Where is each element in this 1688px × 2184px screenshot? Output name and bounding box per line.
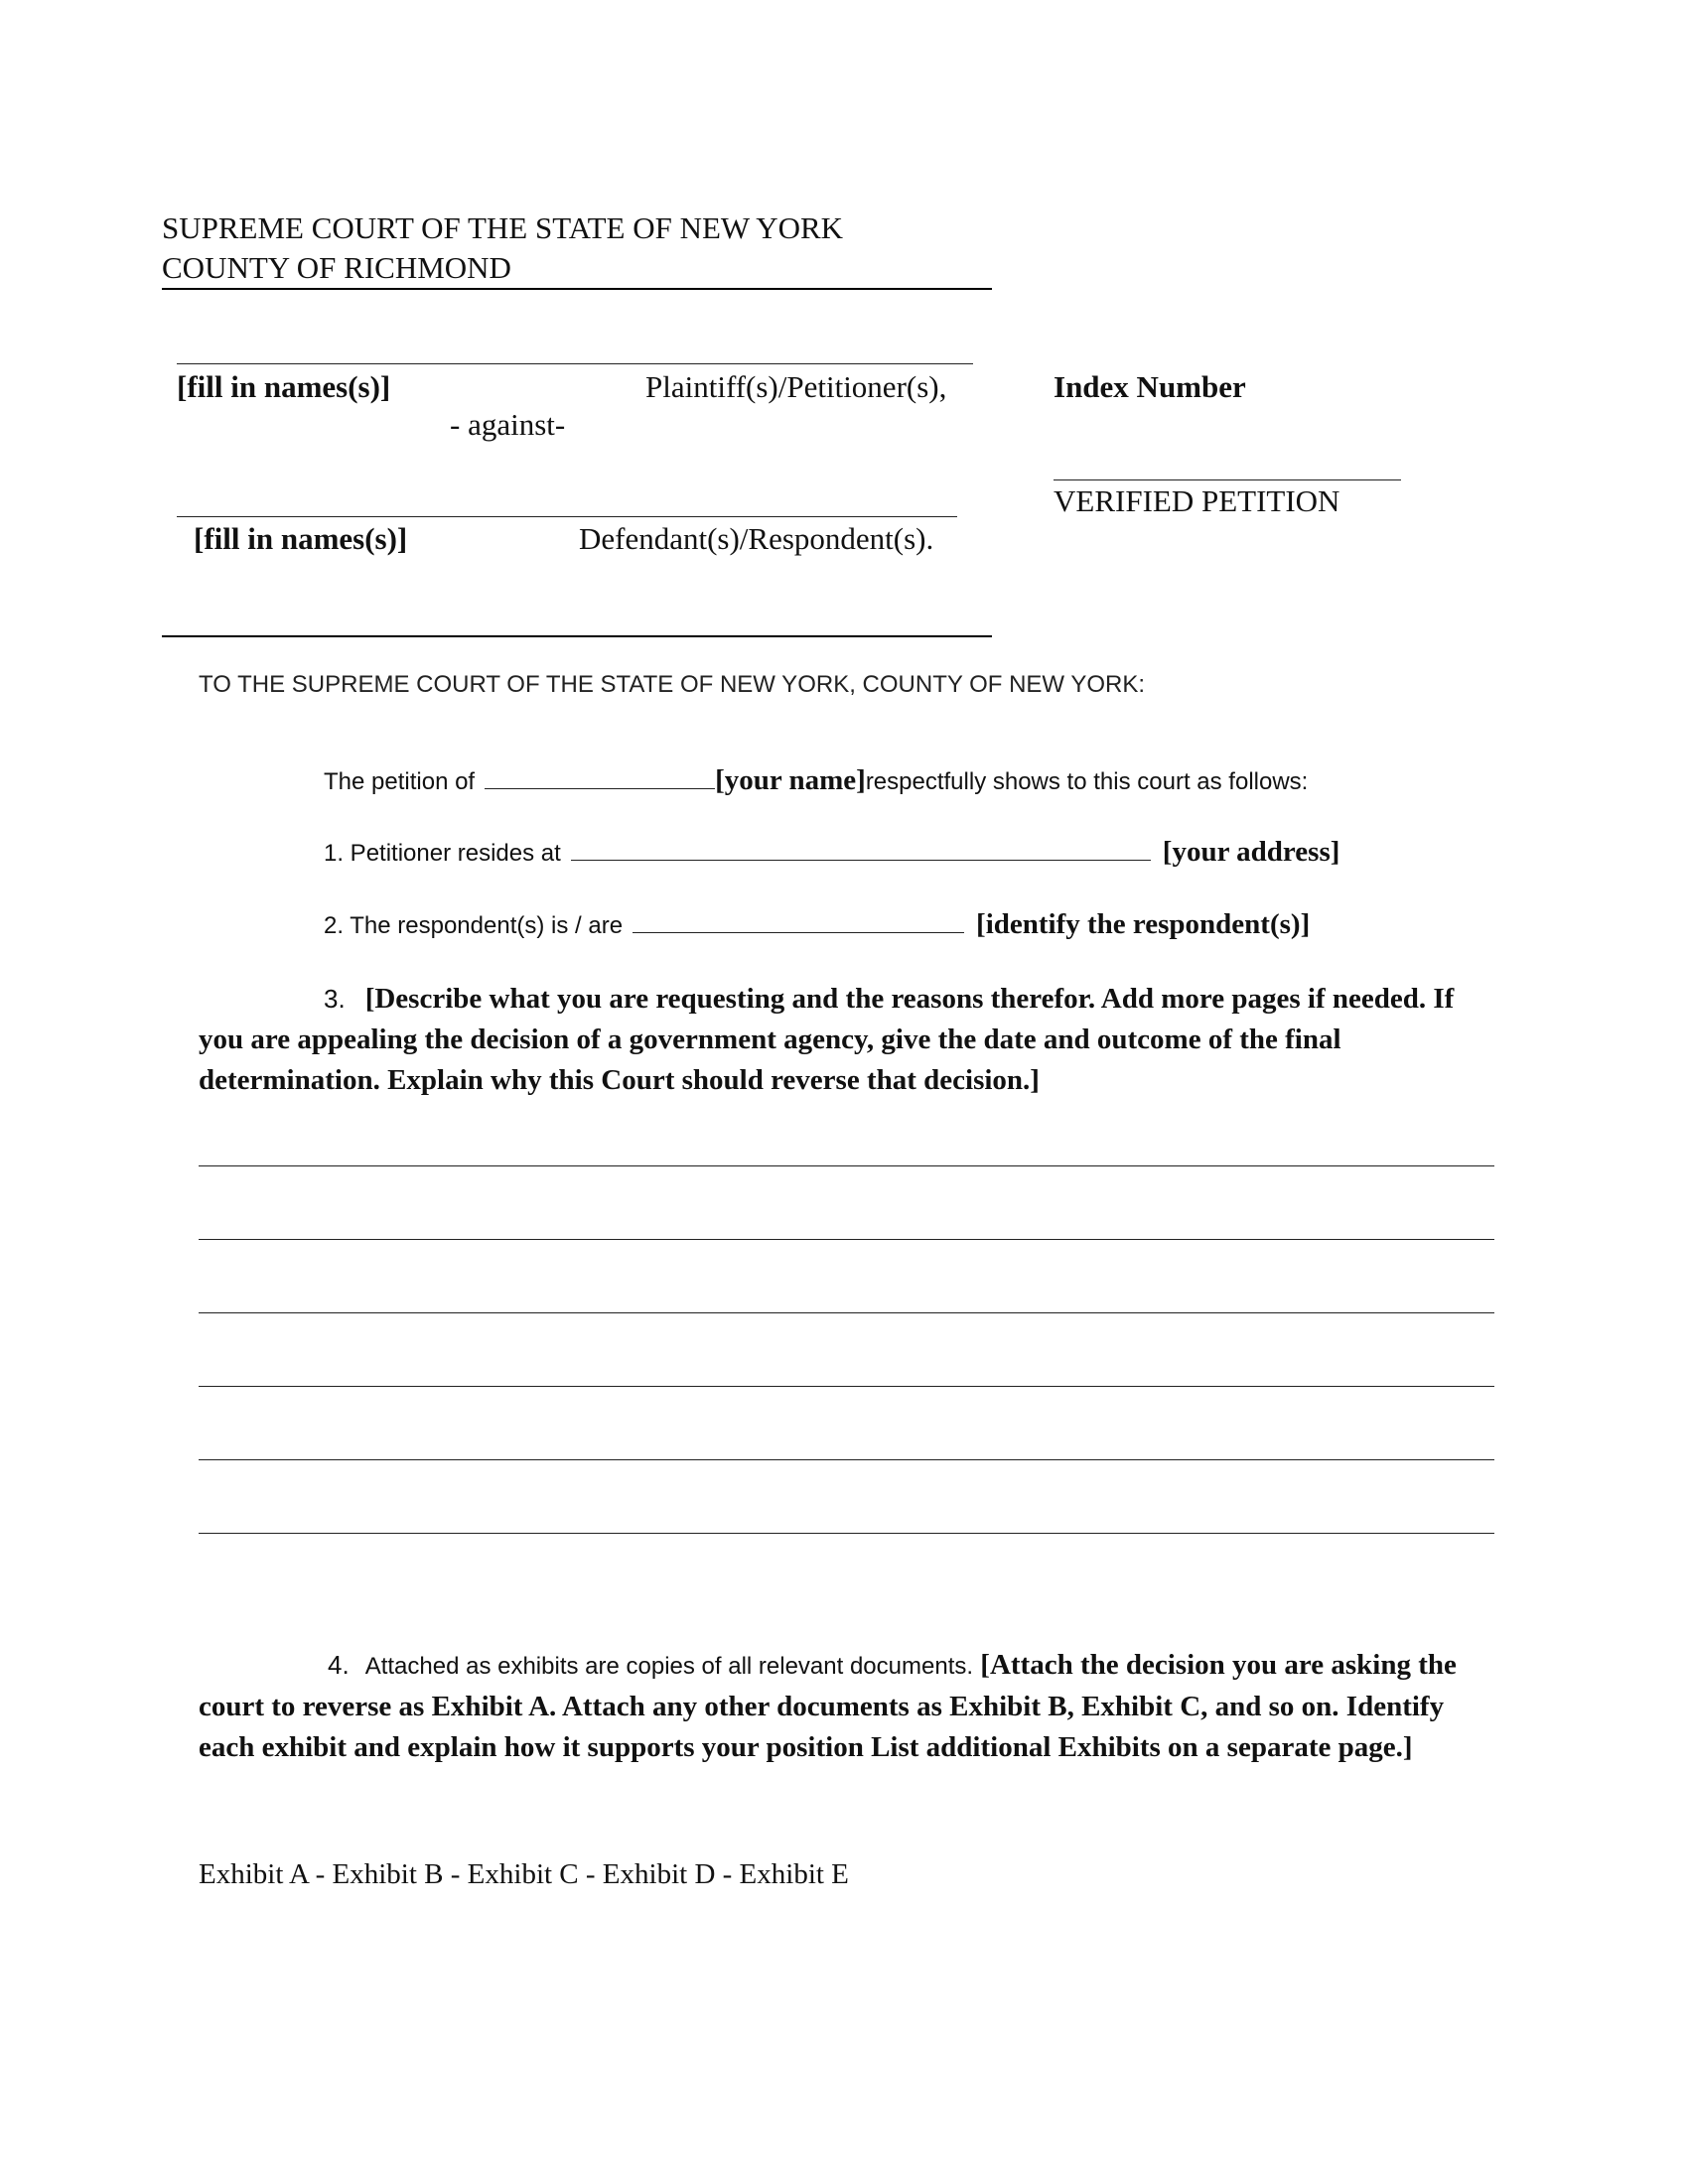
your-name-placeholder: [your name]	[715, 764, 866, 796]
defendant-name-field[interactable]: [fill in names(s)]	[194, 521, 408, 556]
item-2-respondents	[324, 908, 1310, 941]
respondent-field[interactable]	[633, 931, 964, 933]
defendant-signature-line	[177, 516, 957, 517]
header-underline	[162, 288, 992, 290]
item-4-bold-text: [Attach the decision you are asking the court to reverse as Exhibit A. Attach any other documents as Exhibit B, Exhibit C, and so on. Identify each exhibit and explain how it supports your position List additional Exhibits on a separate page.]	[199, 1649, 1457, 1763]
petition-intro	[324, 764, 1308, 797]
item-1-prefix: 1. Petitioner resides at	[324, 840, 561, 867]
item-4-number: 4.	[328, 1650, 350, 1680]
writing-line[interactable]	[199, 1459, 1494, 1460]
writing-line[interactable]	[199, 1239, 1494, 1240]
item-2-prefix: 2. The respondent(s) is / are	[324, 912, 624, 939]
item-3-request	[199, 979, 1489, 1101]
index-number-label: Index Number	[1054, 369, 1246, 404]
plaintiff-signature-line	[177, 363, 973, 364]
plaintiff-role-label: Plaintiff(s)/Petitioner(s),	[645, 369, 947, 404]
writing-line[interactable]	[199, 1312, 1494, 1313]
address-field[interactable]	[571, 859, 1151, 861]
court-name: SUPREME COURT OF THE STATE OF NEW YORK	[162, 210, 844, 245]
item-3-number: 3.	[324, 984, 346, 1014]
county-name: COUNTY OF RICHMOND	[162, 250, 511, 285]
item-4-plain-text: Attached as exhibits are copies of all relevant documents.	[364, 1653, 974, 1680]
against-label: - against-	[450, 407, 566, 442]
intro-suffix: respectfully shows to this court as follows:	[865, 768, 1309, 795]
plaintiff-name-field[interactable]: [fill in names(s)]	[177, 369, 391, 404]
court-address-line: TO THE SUPREME COURT OF THE STATE OF NEW YORK, COUNTY OF NEW YORK:	[199, 671, 1146, 698]
writing-line[interactable]	[199, 1165, 1494, 1166]
document-title: VERIFIED PETITION	[1054, 483, 1340, 518]
item-4-exhibits	[199, 1645, 1489, 1768]
writing-line[interactable]	[199, 1386, 1494, 1387]
exhibits-list: Exhibit A - Exhibit B - Exhibit C - Exhibit D - Exhibit E	[199, 1858, 849, 1890]
index-number-field[interactable]	[1054, 479, 1401, 480]
writing-line[interactable]	[199, 1533, 1494, 1534]
item-3-text: [Describe what you are requesting and the reasons therefor. Add more pages if needed. If you are appealing the decision of a government agency, give the date and outcome of the final determination. Explain why this Court should reverse that decision.]	[199, 983, 1455, 1096]
respondent-placeholder: [identify the respondent(s)]	[976, 908, 1311, 940]
item-1-residence	[324, 836, 1339, 869]
caption-bottom-rule	[162, 635, 992, 637]
address-placeholder: [your address]	[1162, 836, 1340, 868]
your-name-field[interactable]	[485, 787, 715, 789]
intro-prefix: The petition of	[324, 768, 476, 795]
defendant-role-label: Defendant(s)/Respondent(s).	[579, 521, 934, 556]
